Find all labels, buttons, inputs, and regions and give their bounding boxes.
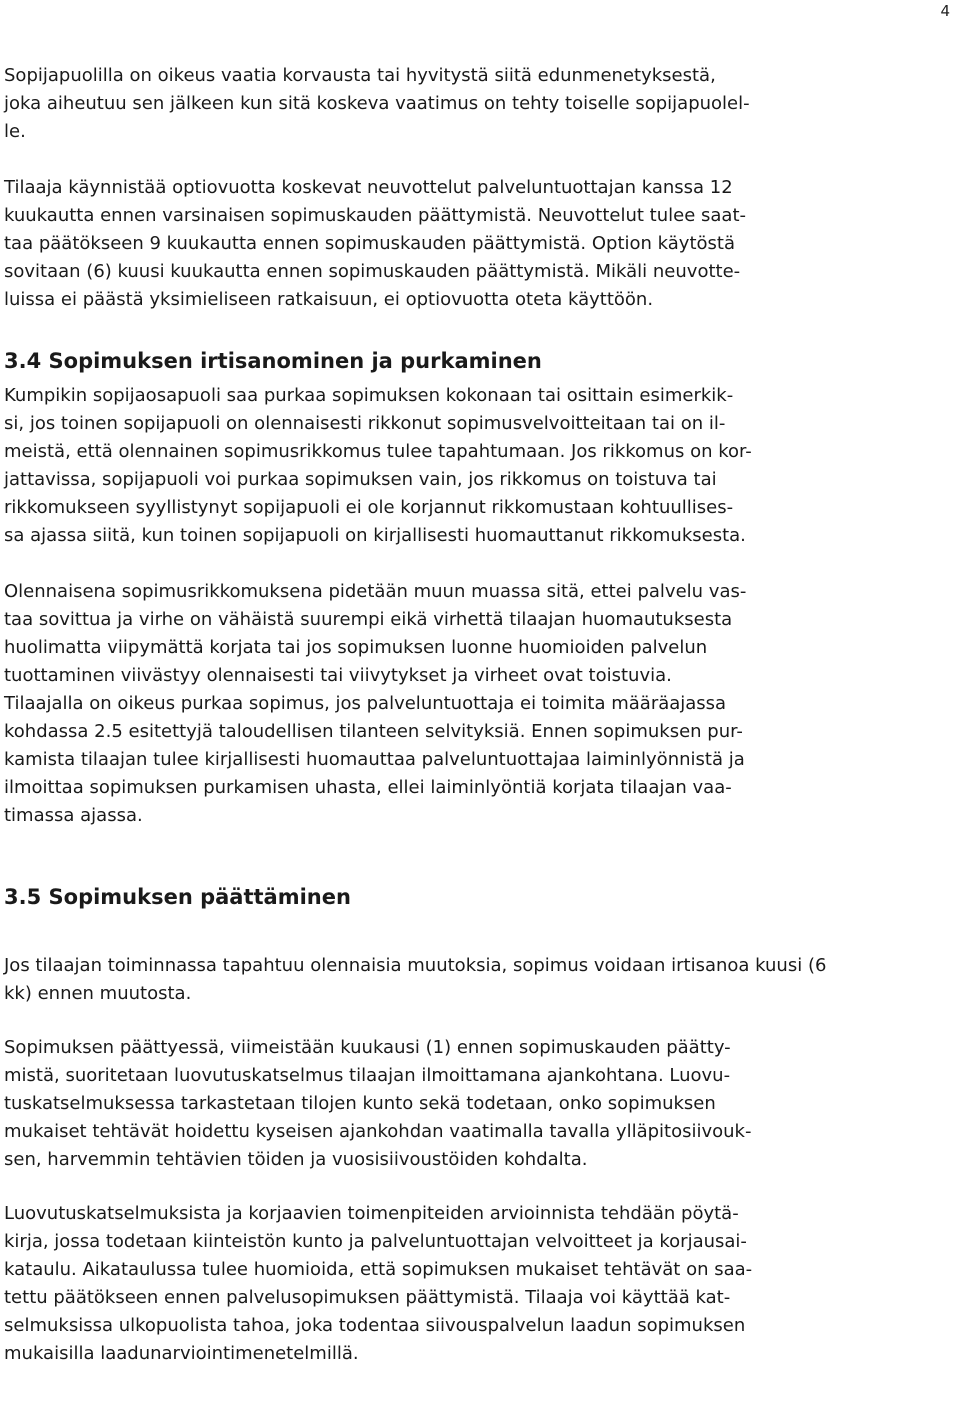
paragraph-compensation: Sopijapuolilla on oikeus vaatia korvausta tai hyvitystä siitä edunmenetyksestä, joka aiheutuu sen jälkeen kun sitä koskeva vaatimus on tehty toiselle sopijapuolel- le.	[4, 65, 750, 142]
paragraph-option-year: Tilaaja käynnistää optiovuotta koskevat neuvottelut palveluntuottajan kanssa 12 kuukautta ennen varsinaisen sopimuskauden päättymistä. Neuvottelut tulee saat- taa päätökseen 9 kuukautta ennen sopimuskauden päättymistä. Option käytöstä sovitaan (6) kuusi kuukautta ennen sopimuskauden päättymistä. Mikäli neuvotte- luissa ei päästä yksimieliseen ratkaisuun, ei optiovuotta oteta käyttöön.	[4, 177, 747, 310]
paragraph-termination: Kumpikin sopijaosapuoli saa purkaa sopimuksen kokonaan tai osittain esimerkik- si, jos toinen sopijapuoli on olennaisesti rikkonut sopimusvelvoitteitaan tai on il- meistä, että olennainen sopimusrikkomus tulee tapahtumaan. Jos rikkomus on kor- jattavissa, sopijapuoli voi purkaa sopimuksen vain, jos rikkomus on toistuva tai rikkomukseen syyllistynyt sopijapuoli ei ole korjannut rikkomustaan kohtuullises- sa ajassa siitä, kun toinen sopijapuoli on kirjallisesti huomauttanut rikkomuksesta.	[4, 385, 752, 546]
section-heading-termination: 3.4 Sopimuksen irtisanominen ja purkaminen	[4, 349, 542, 373]
section-heading-ending: 3.5 Sopimuksen päättäminen	[4, 885, 351, 909]
paragraph-handover-inspection: Sopimuksen päättyessä, viimeistään kuukausi (1) ennen sopimuskauden päätty- mistä, suoritetaan luovutuskatselmus tilaajan ilmoittamana ajankohtana. Luovu- tuskatselmuksessa tarkastetaan tilojen kunto sekä todetaan, onko sopimuksen mukaiset tehtävät hoidettu kyseisen ajankohdan vaatimalla tavalla ylläpitosiivouk- sen, harvemmin tehtävien töiden ja vuosisiivoustöiden kohdalta.	[4, 1037, 752, 1170]
paragraph-changes: Jos tilaajan toiminnassa tapahtuu olennaisia muutoksia, sopimus voidaan irtisanoa kuusi (6 kk) ennen muutosta.	[4, 955, 827, 1004]
paragraph-material-breach: Olennaisena sopimusrikkomuksena pidetään muun muassa sitä, ettei palvelu vas- taa sovittua ja virhe on vähäistä suurempi eikä virhettä tilaajan huomautuksesta huolimatta viipymättä korjata tai jos sopimuksen luonne huomioiden palvelun tuottaminen viivästyy olennaisesti tai viivytykset ja virheet ovat toistuvia. Tilaajalla on oikeus purkaa sopimus, jos palveluntuottaja ei toimita määräajassa kohdassa 2.5 esitettyjä taloudellisen tilanteen selvityksiä. Ennen sopimuksen pur- kamista tilaajan tulee kirjallisesti huomauttaa palveluntuottajaa laiminlyönnistä ja ilmoittaa sopimuksen purkamisen uhasta, ellei laiminlyöntiä korjata tilaajan vaa- timassa ajassa.	[4, 581, 747, 826]
page-number: 4	[940, 2, 950, 20]
paragraph-inspection-minutes: Luovutuskatselmuksista ja korjaavien toimenpiteiden arvioinnista tehdään pöytä- kirja, jossa todetaan kiinteistön kunto ja palveluntuottajan velvoitteet ja korjausai- kataulu. Aikataulussa tulee huomioida, että sopimuksen mukaiset tehtävät on saa- tettu päätökseen ennen palvelusopimuksen päättymistä. Tilaaja voi käyttää kat- selmuksissa ulkopuolista tahoa, joka todentaa siivouspalvelun laadun sopimuksen mukaisilla laadunarviointimenetelmillä.	[4, 1203, 753, 1364]
document-body	[4, 62, 934, 1368]
